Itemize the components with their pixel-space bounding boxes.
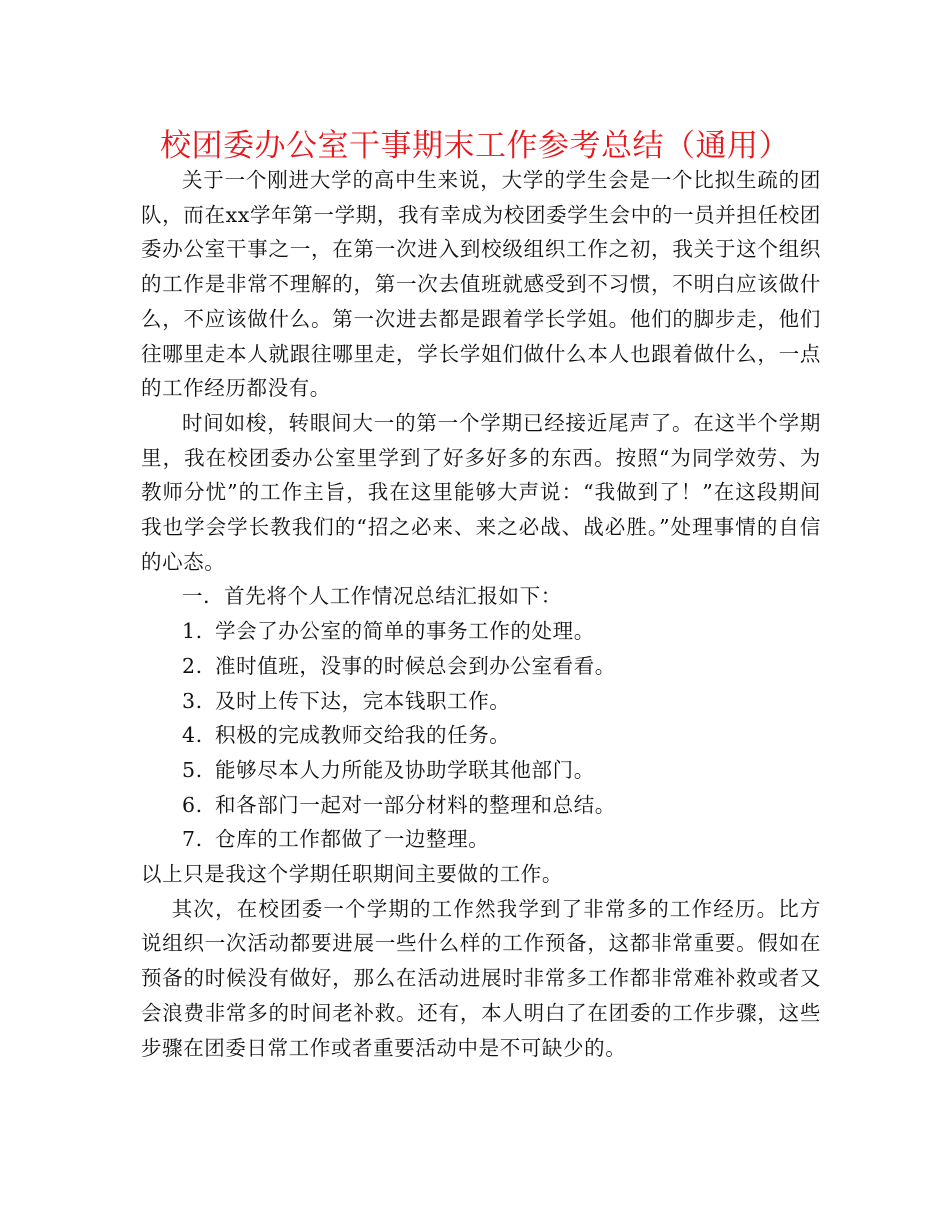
list-item-text: 学会了办公室的简单的事务工作的处理。	[215, 619, 595, 644]
list-item-text: 准时值班，没事的时候总会到办公室看看。	[215, 653, 616, 678]
list-item	[141, 684, 821, 719]
list-item	[141, 822, 821, 857]
list-item	[141, 753, 821, 788]
section-heading: 一．首先将个人工作情况总结汇报如下：	[182, 584, 562, 609]
work-list	[141, 614, 821, 857]
list-item	[141, 614, 821, 649]
list-item-number: 7.	[182, 827, 203, 852]
paragraph-closing: 其次，在校团委一个学期的工作然我学到了非常多的工作经历。比方说组织一次活动都要进展一些什么样的工作预备，这都非常重要。假如在预备的时候没有做好，那么在活动进展时非常多工作都非常难补救或者又会浪费非常多的时间老补救。还有，本人明白了在团委的工作步骤，这些步骤在团委日常工作或者重要活动中是不可缺少的。	[141, 896, 821, 1060]
list-item-number: 3.	[182, 688, 203, 713]
summary-line: 以上只是我这个学期任职期间主要做的工作。	[141, 862, 563, 887]
paragraph-intro: 关于一个刚进大学的高中生来说，大学的学生会是一个比拟生疏的团队，而在xx学年第一学期，我有幸成为校团委学生会中的一员并担任校团委办公室干事之一，在第一次进入到校级组织工作之初，我关于这个组织的工作是非常不理解的，第一次去值班就感受到不习惯，不明白应该做什么，不应该做什么。第一次进去都是跟着学长学姐。他们的脚步走，他们往哪里走本人就跟往哪里走，学长学姐们做什么本人也跟着做什么，一点的工作经历都没有。	[141, 168, 821, 401]
list-item	[141, 649, 821, 684]
list-item	[141, 718, 821, 753]
list-item-number: 1.	[182, 619, 203, 644]
list-item-number: 2.	[182, 653, 203, 678]
paragraph-time: 时间如梭，转眼间大一的第一个学期已经接近尾声了。在这半个学期里，我在校团委办公室里学到了好多好多的东西。按照“为同学效劳、为教师分忧”的工作主旨，我在这里能够大声说：“我做到了！”在这段期间我也学会学长教我们的“招之必来、来之必战、战必胜。”处理事情的自信的心态。	[141, 410, 821, 574]
list-item-text: 和各部门一起对一部分材料的整理和总结。	[215, 792, 616, 817]
list-item-text: 能够尽本人力所能及协助学联其他部门。	[215, 757, 595, 782]
list-item-number: 5.	[182, 757, 203, 782]
document-title: 校团委办公室干事期末工作参考总结（通用）	[160, 128, 790, 164]
list-item-number: 6.	[182, 792, 203, 817]
list-item-text: 积极的完成教师交给我的任务。	[215, 723, 511, 748]
list-item-text: 及时上传下达，完本钱职工作。	[215, 688, 511, 713]
list-item-text: 仓库的工作都做了一边整理。	[215, 827, 490, 852]
list-item-number: 4.	[182, 723, 203, 748]
list-item	[141, 788, 821, 823]
document-body	[141, 163, 821, 1065]
